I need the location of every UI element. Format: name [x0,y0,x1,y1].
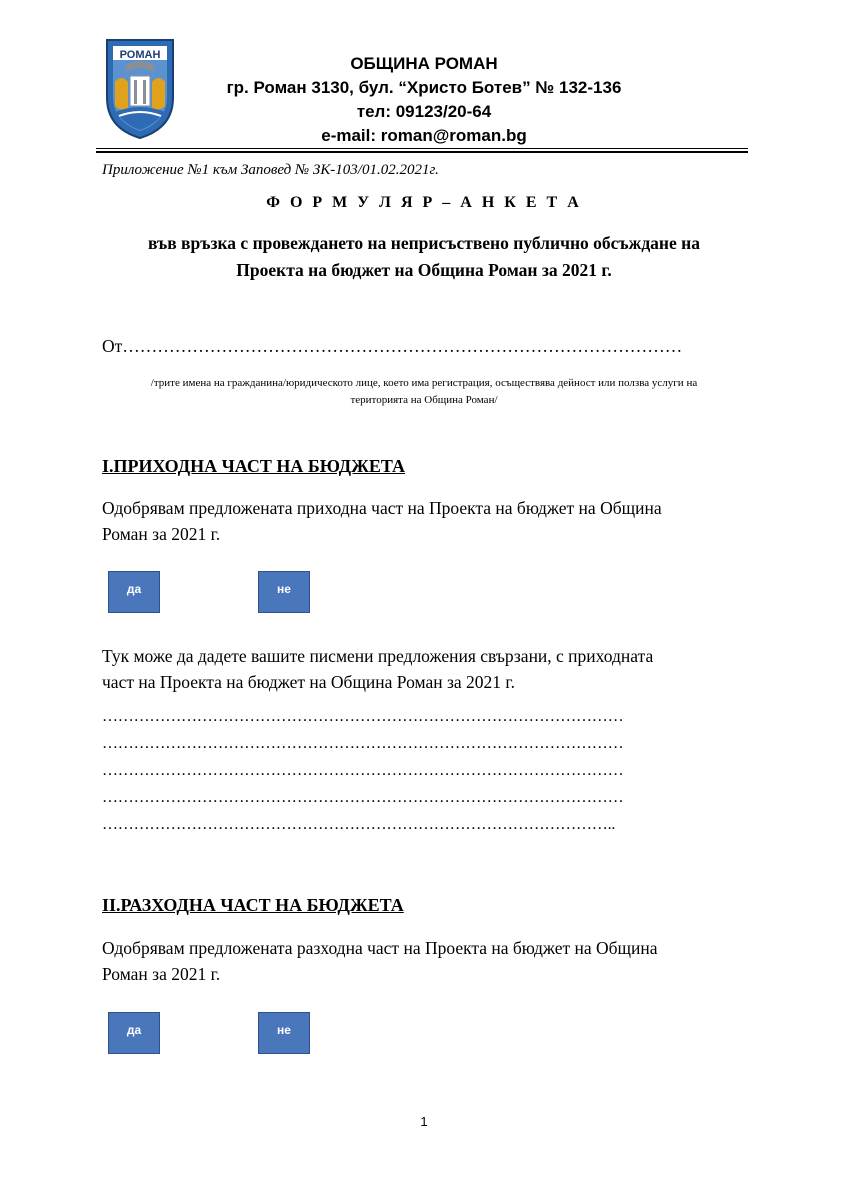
from-note-line1: /трите имена на гражданина/юридическото лице, което има регистрация, осъществява дейност или ползва услуги на [150,377,698,389]
form-subtitle-line1: във връзка с провеждането на неприсъствено публично обсъждане на [148,233,700,253]
section2-approve-line1: Одобрявам предложената разходна част на Проекта на бюджет на Община [102,938,658,958]
section2-heading: II.РАЗХОДНА ЧАСТ НА БЮДЖЕТА [102,895,404,915]
annex-reference: Приложение №1 към Заповед № ЗК-103/01.02.2021г. [102,162,439,178]
form-subtitle-line2: Проекта на бюджет на Община Роман за 2021 г. [236,260,612,280]
section1-proposal-input-line[interactable]: ……………………………………………………………………………………… [102,789,624,806]
section1-no-button[interactable]: не [258,571,310,613]
section1-approve-line1: Одобрявам предложената приходна част на Проекта на бюджет на Община [102,498,662,518]
section1-proposal-input-line[interactable]: ……………………………………………………………………………………… [102,762,624,779]
from-name-field[interactable]: От…………………………………………………………………………………… [102,336,683,356]
org-address: гр. Роман 3130, бул. “Христо Ботев” № 132-136 [226,78,622,97]
section1-proposal-input-line[interactable]: ……………………………………………………………………………………… [102,735,624,752]
section1-proposal-input-line[interactable]: …………………………………………………………………………………….. [102,816,616,833]
form-title: Ф О Р М У Л Я Р – А Н К Е Т А [266,194,582,211]
from-note-line2: територията на Община Роман/ [350,394,498,406]
header-divider-thin [96,148,748,149]
header-divider-thick [96,151,748,153]
section1-heading: I.ПРИХОДНА ЧАСТ НА БЮДЖЕТА [102,456,406,476]
org-phone: тел: 09123/20-64 [356,102,492,121]
section2-approve-line2: Роман за 2021 г. [102,964,221,984]
section1-yes-button[interactable]: да [108,571,160,613]
org-name: ОБЩИНА РОМАН [350,54,498,73]
page-number: 1 [420,1114,428,1129]
org-email: e-mail: roman@roman.bg [321,126,527,145]
section1-proposal-line2: част на Проекта на бюджет на Община Роман за 2021 г. [102,672,515,692]
svg-text:РОМАН: РОМАН [119,49,161,61]
section1-approve-line2: Роман за 2021 г. [102,524,221,544]
section1-proposal-input-line[interactable]: ……………………………………………………………………………………… [102,708,624,725]
section2-no-button[interactable]: не [258,1012,310,1054]
section2-yes-button[interactable]: да [108,1012,160,1054]
section1-proposal-line1: Тук може да дадете вашите писмени предложения свързани, с приходната [102,646,654,666]
